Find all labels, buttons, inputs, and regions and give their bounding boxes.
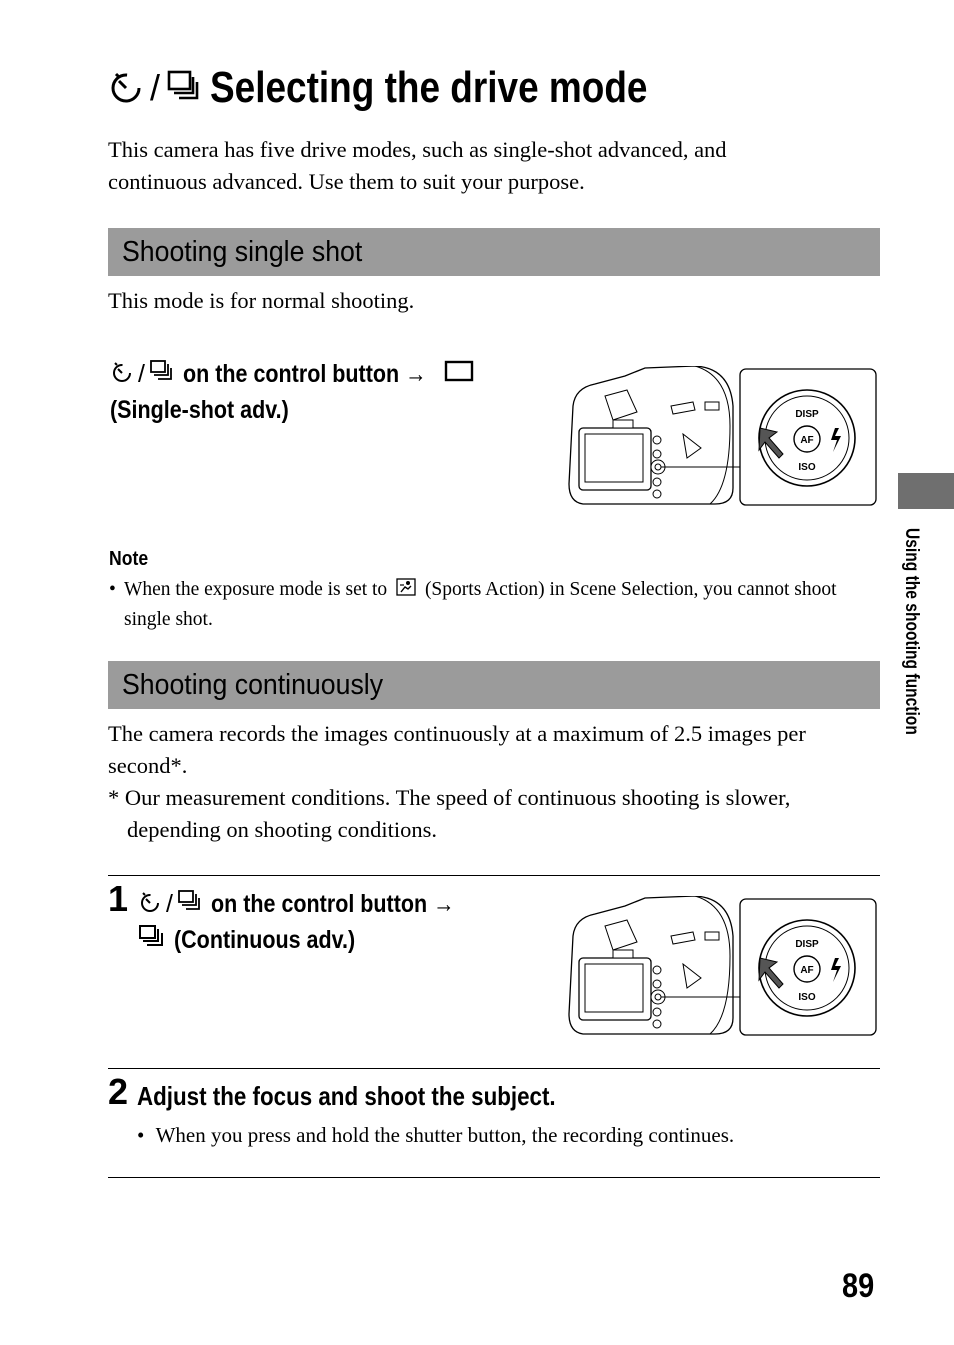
dial-bottom-label: ISO: [798, 462, 816, 473]
divider: [108, 875, 880, 876]
note-text-part1: When the exposure mode is set to: [124, 579, 388, 600]
dial-top-label: DISP: [795, 939, 819, 950]
instruction-mode-name: (Continuous adv.): [174, 925, 356, 954]
self-timer-icon: [138, 888, 162, 921]
camera-illustration: [565, 366, 880, 513]
page-title-row: [108, 62, 731, 114]
dial-bottom-label: ISO: [798, 992, 816, 1003]
step-2-bullet-text: When you press and hold the shutter button, the recording continues.: [155, 1123, 735, 1147]
continuous-shooting-icon: [177, 889, 201, 920]
self-timer-icon: [110, 358, 134, 391]
instruction-text: on the control button →: [182, 359, 427, 388]
chapter-label-text: Using the shooting function: [901, 528, 922, 735]
chapter-label: [892, 528, 928, 818]
continuous-shooting-icon: [149, 359, 173, 390]
dial-center-label: AF: [800, 965, 814, 976]
bullet-marker: •: [109, 579, 116, 600]
step-1-number: 1: [108, 878, 129, 919]
camera-illustration: [565, 896, 880, 1043]
single-shot-icon: [444, 359, 476, 390]
single-instruction: [110, 356, 476, 428]
bullet-marker: •: [137, 1123, 145, 1147]
slash-separator: /: [150, 67, 161, 108]
chapter-tab: [898, 473, 954, 509]
step-1-instruction: [138, 886, 494, 958]
divider: [108, 1177, 880, 1178]
self-timer-icon: [108, 66, 144, 111]
dial-center-label: AF: [800, 435, 814, 446]
note-bullet: [109, 575, 881, 634]
divider: [108, 1068, 880, 1069]
page-number: 89: [842, 1267, 875, 1305]
step-2-number: 2: [108, 1071, 129, 1112]
dial-top-label: DISP: [795, 409, 819, 420]
continuous-description: The camera records the images continuously at a maximum of 2.5 images per second*.: [108, 721, 806, 778]
single-description: This mode is for normal shooting.: [108, 288, 415, 313]
section-heading-text: Shooting continuously: [122, 669, 384, 701]
slash-separator: /: [138, 359, 145, 388]
section-heading-continuous: [108, 661, 880, 709]
note-heading: Note: [109, 548, 149, 570]
slash-separator: /: [166, 889, 173, 918]
section-heading-single: [108, 228, 880, 276]
instruction-text: on the control button →: [210, 889, 455, 918]
section-heading-text: Shooting single shot: [122, 236, 363, 268]
page-title: Selecting the drive mode: [210, 63, 648, 112]
instruction-mode-name: (Single-shot adv.): [110, 396, 289, 424]
note-text-part2: (Sports Action) in Scene Selection, you cannot shoot single shot.: [124, 579, 837, 631]
continuous-shooting-icon: [138, 924, 164, 957]
continuous-footnote: * Our measurement conditions. The speed of continuous shooting is slower, depending on shooting conditions.: [108, 785, 791, 842]
step-2-title: Adjust the focus and shoot the subject.: [137, 1081, 556, 1111]
continuous-shooting-icon: [166, 69, 200, 108]
step-2-bullet: [137, 1121, 734, 1150]
sports-action-icon: [396, 576, 416, 605]
intro-paragraph: This camera has five drive modes, such as single-shot advanced, and continuous advanced. Use them to suit your purpose.: [108, 137, 727, 194]
